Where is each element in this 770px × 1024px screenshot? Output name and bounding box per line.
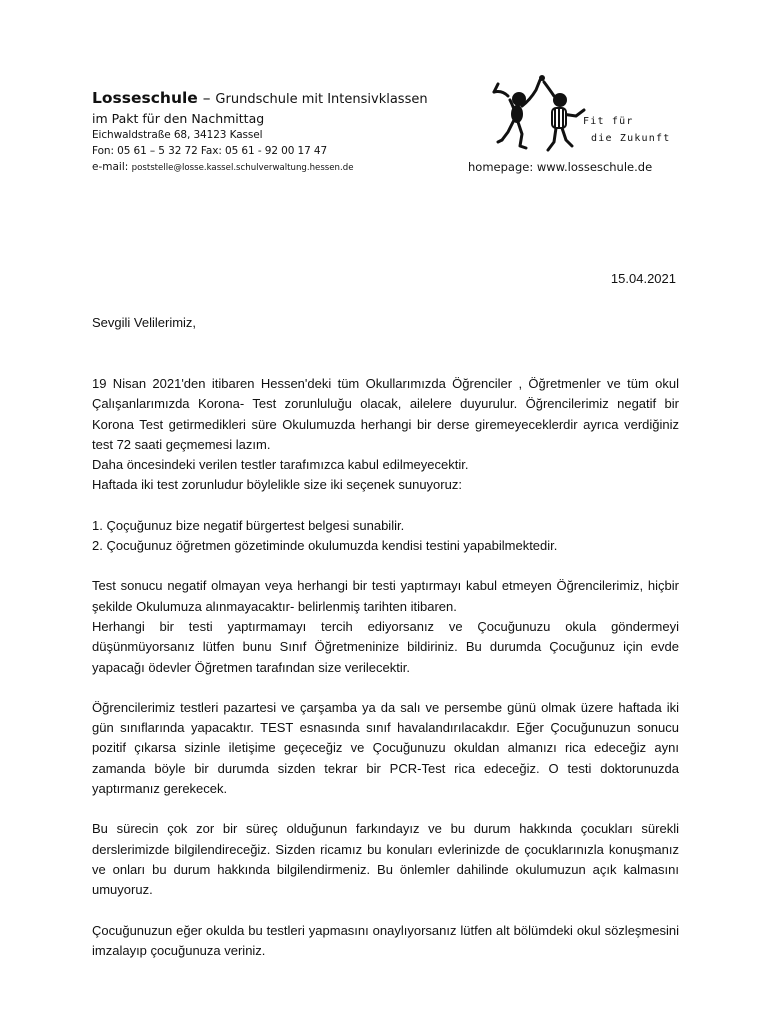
right-figure-striped-body [552,108,566,128]
pakt-line: im Pakt für den Nachmittag [92,111,265,126]
paragraph-3: Öğrencilerimiz testleri pazartesi ve çarşamba ya da salı ve persembe günü olmak üzere haftada iki gün sınıflarında yapacaktır. TEST esnasında sınıf havalandırılacakdır. Eğer Çocuğunuzun sonucu pozitif çıkarsa sizinle iletişime geçeceğiz ve Çocuğunuzu okuldan almanızı rica edeceğiz aynı zamanda böyle bir durumda sizden tekrar bir PCR-Test rica edeceğiz. O testi doktorunuzda yaptırmanız gerekecek. [92,699,679,797]
paragraph-1c: Haftada iki test zorunludur böylelikle size iki seçenek sunuyoruz: [92,477,462,493]
dancing-figures-logo-icon [488,70,598,160]
title-separator: – [197,89,216,107]
school-subtitle: Grundschule mit Intensivklassen [215,92,428,107]
homepage-link[interactable]: homepage: www.losseschule.de [468,160,653,174]
left-figure-body [511,105,523,123]
phone-fax: Fon: 05 61 – 5 32 72 Fax: 05 61 - 92 00 17 47 [92,144,328,157]
email-address[interactable]: poststelle@losse.kassel.schulverwaltung.hessen.de [131,163,354,173]
paragraph-1b: Daha öncesindeki verilen testler tarafımızca kabul edilmeyecektir. [92,457,469,473]
letterhead [92,88,472,176]
option-1: 1. Çoçuğunuz bize negatif bürgertest belgesi sunabilir. [92,517,405,533]
school-address: Eichwaldstraße 68, 34123 Kassel [92,129,263,141]
slogan [583,113,670,147]
slogan-line-2: die Zukunft [591,133,671,144]
paragraph-2b: Herhangi bir testi yaptırmamayı tercih ediyorsanız ve Çocuğunuzu okula göndermeyi düşünmüyorsanız lütfen bunu Sınıf Öğretmeninize bildiriniz. Bu durumda Çocuğunuz için evde yapacağı ödevler Öğretmen tarafından size verilecektir. [92,618,679,675]
option-2: 2. Çocuğunuz öğretmen gözetiminde okulumuzda kendisi testini yapabilmektedir. [92,538,558,554]
paragraph-5: Çocuğunuzun eğer okulda bu testleri yapmasını onaylıyorsanız lütfen alt bölümdeki okul sözleşmesini imzalayıp çocuğunuza veriniz. [92,922,679,958]
slogan-line-1: Fit für [583,116,634,127]
letter-date: 15.04.2021 [610,271,676,286]
school-title [92,88,472,110]
letter-body [92,374,679,981]
email-label: e-mail: [92,161,129,173]
right-figure-head [553,93,567,107]
salutation: Sevgili Velilerimiz, [92,315,197,330]
paragraph-4: Bu sürecin çok zor bir süreç olduğunun farkındayız ve bu durum hakkında çocukları sürekli derslerimizde bilgilendireceğiz. Sizden ricamız bu konuları evlerinizde de çocuklarınızla konuşmanız ve onları bu durum hakkında bilgilendirmeniz. Bu önlemler dahilinde okulumuzun açık kalmasını umuyoruz. [92,821,679,898]
left-figure-head [512,92,526,106]
paragraph-2: Test sonucu negatif olmayan veya herhangi bir testi yaptırmayı kabul etmeyen Öğrencilerimiz, hiçbir şekilde Okulumuza alınmayacaktır- belirlenmiş tarihten itibaren. [92,578,679,614]
email-line [92,159,472,176]
school-name: Losseschule [92,89,198,107]
paragraph-1: 19 Nisan 2021'den itibaren Hessen'deki tüm Okullarımızda Öğrenciler , Öğretmenler ve tüm okul Çalışanlarımızda Korona- Test zorunluluğu olacak, ailelere duyurulur. Öğrencilerimiz negatif bir Korona Test getirmedikleri süre Okulumuzda herhangi bir derse giremeyeceklerdir ayrıca verdiğiniz test 72 saati geçmemesi lazım. [92,376,679,452]
